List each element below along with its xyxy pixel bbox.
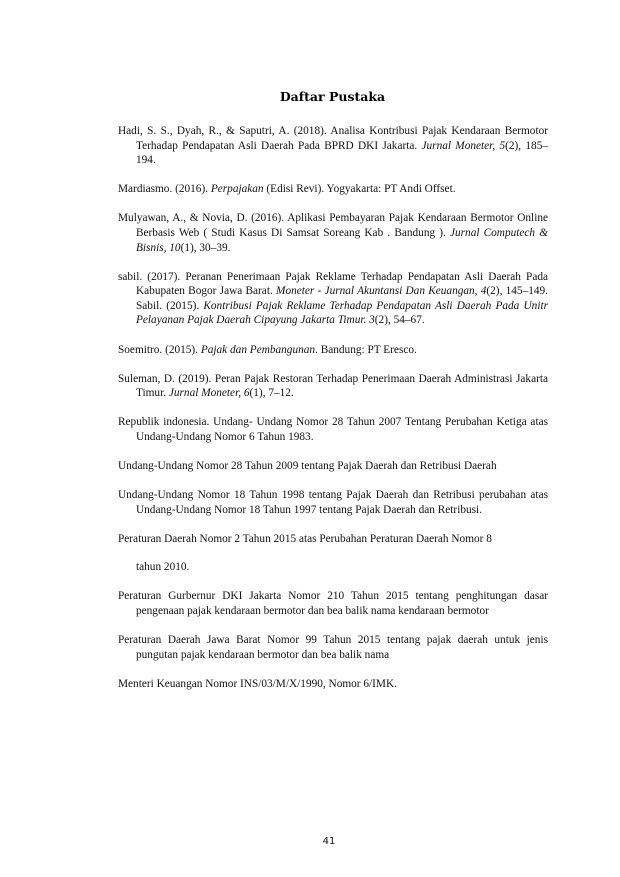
reference-item: sabil. (2017). Peranan Penerimaan Pajak Reklame Terhadap Pendapatan Asli Daerah Pada Kabupaten Bogor Jawa Barat. Moneter - Jurnal Akuntansi Dan Keuangan, 4(2), 145–149. Sabil. (2015). Kontribusi Pajak Reklame Terhadap Pendapatan Asli Daerah Pada Unitr Pelayanan Pajak Daerah Cipayung Jakarta Timur. 3(2), 54–67.	[118, 270, 548, 327]
reference-continuation: tahun 2010.	[136, 561, 190, 574]
reference-item: Hadi, S. S., Dyah, R., & Saputri, A. (2018). Analisa Kontribusi Pajak Kendaraan Bermotor Terhadap Pendapatan Asli Daerah Pada BPRD DKI Jakarta. Jurnal Moneter, 5(2), 185–194.	[118, 125, 548, 167]
reference-item: Undang-Undang Nomor 18 Tahun 1998 tentang Pajak Daerah dan Retribusi perubahan atas Undang-Undang Nomor 18 Tahun 1997 tentang Pajak Daerah dan Retribusi.	[118, 489, 548, 516]
reference-item: Menteri Keuangan Nomor INS/03/M/X/1990, Nomor 6/IMK.	[118, 677, 397, 690]
reference-item: Mardiasmo. (2016). Perpajakan (Edisi Revi). Yogyakarta: PT Andi Offset.	[118, 183, 456, 196]
reference-item: Republik indonesia. Undang- Undang Nomor 28 Tahun 2007 Tentang Perubahan Ketiga atas Undang-Undang Nomor 6 Tahun 1983.	[118, 416, 548, 443]
page-number: 41	[322, 836, 336, 847]
reference-list	[118, 124, 548, 706]
reference-item: Peraturan Gurbernur DKI Jakarta Nomor 210 Tahun 2015 tentang penghitungan dasar pengenaan pajak kendaraan bermotor dan bea balik nama kendaraan bermotor	[118, 590, 548, 618]
page-title: Daftar Pustaka	[279, 89, 386, 104]
reference-item: Peraturan Daerah Jawa Barat Nomor 99 Tahun 2015 tentang pajak daerah untuk jenis pungutan pajak kendaraan bermotor dan bea balik nama	[118, 634, 548, 661]
reference-item: Mulyawan, A., & Novia, D. (2016). Aplikasi Pembayaran Pajak Kendaraan Bermotor Online Berbasis Web ( Studi Kasus Di Samsat Soreang Kab . Bandung ). Jurnal Computech & Bisnis, 10(1), 30–39.	[118, 212, 548, 254]
reference-item: Suleman, D. (2019). Peran Pajak Restoran Terhadap Penerimaan Daerah Administrasi Jakarta Timur. Jurnal Moneter, 6(1), 7–12.	[118, 372, 548, 400]
reference-item: Soemitro. (2015). Pajak dan Pembangunan. Bandung: PT Eresco.	[118, 343, 417, 356]
reference-item: Peraturan Daerah Nomor 2 Tahun 2015 atas Perubahan Peraturan Daerah Nomor 8	[118, 532, 492, 545]
reference-item: Undang-Undang Nomor 28 Tahun 2009 tentang Pajak Daerah dan Retribusi Daerah	[118, 460, 497, 472]
